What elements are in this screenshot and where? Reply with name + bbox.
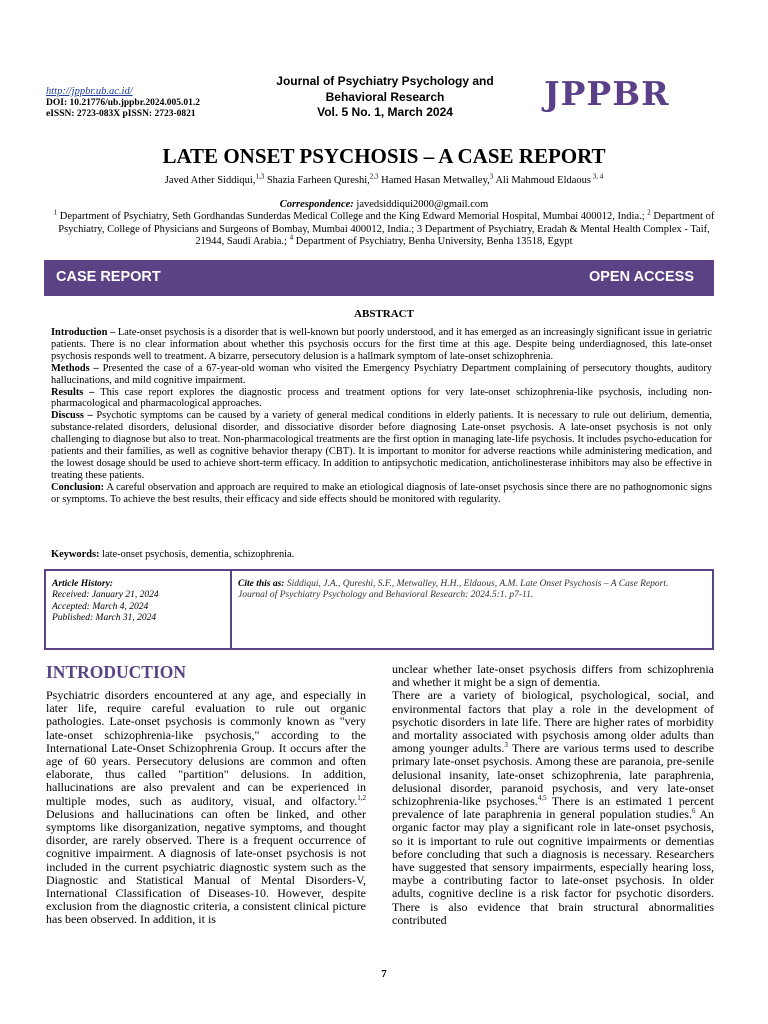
keywords	[51, 549, 294, 560]
intro-label: Introduction –	[51, 327, 116, 338]
correspondence	[0, 199, 768, 210]
citation	[238, 579, 698, 602]
discuss-label: Discuss –	[51, 410, 93, 422]
authors	[0, 172, 768, 186]
author-3: Hamed Hasan Metwalley,	[378, 175, 490, 186]
author-3-affil: 3	[489, 172, 494, 181]
intro-p1-text-b: Delusions and hallucinations can often be linked, and other symptoms like disorganization, negative symptoms, and thought disorder, are rarely observed. There is a frequent occurrence of cognitive impairment. A diagnosis of late-onset psychosis is not included in the current psychiatric diagnostic system such as the Diagnostic and Statistical Manual of Mental Disorders-V, International Classification of Diseases-10. However, despite exclusion from the diagnostic criteria, a consistent clinical picture has been observed. In addition, it is	[46, 806, 366, 927]
abstract-conclusion	[51, 482, 712, 506]
author-4: Ali Mahmoud Eldaous	[493, 175, 591, 186]
methods-text: Presented the case of a 67-year-old woman who visited the Emergency Psychiatry Department complaining of persecutory thoughts, auditory hallucinations, and mild cognitive impairment.	[51, 362, 712, 386]
author-1: Javed Ather Siddiqui,	[164, 175, 256, 186]
journal-volume: Vol. 5 No. 1, March 2024	[317, 105, 453, 119]
body-column-left	[46, 689, 366, 927]
results-label: Results –	[51, 386, 95, 398]
intro-paragraph-2	[392, 689, 714, 927]
intro-paragraph-1-cont: unclear whether late-onset psychosis differs from schizophrenia and whether it might be a sign of dementia.	[392, 662, 714, 690]
correspondence-email[interactable]: javedsiddiqui2000@gmail.com	[353, 199, 489, 210]
article-history-box	[44, 569, 714, 650]
published-date: Published: March 31, 2024	[52, 612, 157, 623]
affil-4: Department of Psychiatry, Benha University, Benha 13518, Egypt	[293, 236, 573, 247]
journal-url-link[interactable]: http://jppbr.ub.ac.id/	[46, 86, 133, 97]
doi: DOI: 10.21776/ub.jppbr.2024.005.01.2	[46, 98, 201, 108]
conclusion-label: Conclusion:	[51, 481, 105, 493]
affil-2-sup: 2	[647, 208, 651, 217]
accepted-date: Accepted: March 4, 2024	[52, 601, 149, 612]
ref-sup: 1,2	[357, 793, 366, 802]
ref-sup: 4,5	[537, 794, 547, 803]
article-type-banner	[44, 260, 714, 296]
abstract-introduction	[51, 327, 712, 363]
correspondence-label: Correspondence:	[279, 199, 354, 210]
methods-label: Methods –	[51, 362, 99, 374]
affil-1-sup: 1	[53, 208, 58, 217]
journal-meta	[46, 86, 200, 120]
article-title: LATE ONSET PSYCHOSIS – A CASE REPORT	[162, 144, 606, 168]
intro-text: Late-onset psychosis is a disorder that is well-known but poorly understood, and it has emerged as an increasingly significant issue in geriatric patients. There is no clear information about whether this psychosis occurs for the first time at this age. Despite being underdiagnosed, this late-onset psychosis responds well to treatment. A bizarre, persecutory delusion is a hallmark symptom of late-onset schizophrenia.	[51, 327, 712, 362]
keywords-label: Keywords:	[51, 549, 100, 560]
ref-sup: 6	[691, 807, 696, 816]
abstract-discuss	[51, 410, 712, 481]
case-report-label: CASE REPORT	[56, 269, 161, 285]
intro-p2-text-c: There is an estimated 1 percent prevalence of late paraphrenia in general population studies.	[392, 794, 715, 822]
cite-label: Cite this as:	[238, 579, 285, 589]
affiliations	[46, 208, 722, 249]
affil-1: Department of Psychiatry, Seth Gordhandas Sunderdas Medical College and the King Edward Memorial Hospital, Mumbai 400012, India.;	[57, 211, 648, 222]
issn: eISSN: 2723-083X pISSN: 2723-0821	[46, 109, 196, 119]
ref-sup: 3	[504, 741, 508, 750]
history-divider	[230, 571, 232, 648]
author-2-affil: 2,3	[369, 172, 379, 181]
cite-text: Siddiqui, J.A., Qureshi, S.F., Metwalley, H.H., Eldaous, A.M. Late Onset Psychosis – A Case Report. Journal of Psychiatry Psychology and Behavioral Research: 2024.5:1. p7-11.	[238, 579, 669, 601]
affil-2-3: Department of Psychiatry, College of Physicians and Surgeons of Bombay, Mumbai 400012, India.; 3 Department of Psychiatry, Eradah & Mental Health Complex - Taif, 21944, Saudi Arabia.;	[58, 211, 715, 247]
journal-logo: JPPBR	[544, 74, 670, 113]
author-2: Shazia Farheen Qureshi,	[264, 175, 370, 186]
intro-p1-text-a: Psychiatric disorders encountered at any age, and especially in later life, require careful evaluation to rule out organic pathologies. Late-onset psychosis is commonly known as "very late-onset schizophrenia-like psychosis," according to the International Late-Onset Schizophrenia Group. It occurs after the age of 60 years. Persecutory delusions are common and often elaborate, thus called "partition" delusions. In addition, hallucinations are also prevalent and can be experienced in multiple modes, such as auditory, visual, and olfactory.	[46, 688, 366, 808]
conclusion-text: A careful observation and approach are required to make an etiological diagnosis of late-onset psychosis since there are no pathognomonic signs or symptoms. To achieve the best results, their efficacy and side effects should be monitored with regularity.	[51, 481, 712, 505]
body-column-right	[392, 663, 714, 927]
intro-p2-text-a: There are a variety of biological, psychological, social, and environmental factors that play a role in the development of psychotic disorders in late life. There are higher rates of morbidity and mortality associated with psychosis among older adults than among younger adults.	[392, 688, 714, 756]
discuss-text: Psychotic symptoms can be caused by a variety of general medical conditions in elderly patients. It is necessary to rule out delirium, dementia, substance-related disorders, delusional disorder, and dissociative disorder before diagnosing Late-onset psychosis. A late-onset psychosis is not only challenging to diagnose but also to treat. Non-pharmacological treatments are the first option in managing late-life psychosis. It includes psycho-education for patients and their families, as well as cognitive behavior therapy (CBT). It is important to monitor for adverse reactions while administering medication, and the lowest dosage should be used to achieve short-term efficacy. In addition to antipsychotic medication, anticholinesterase inhibitors may also be effective in treating these patients.	[51, 410, 712, 481]
introduction-heading: INTRODUCTION	[46, 662, 187, 682]
abstract-methods	[51, 363, 712, 387]
keywords-text: late-onset psychosis, dementia, schizophrenia.	[99, 549, 295, 560]
abstract	[51, 327, 712, 506]
journal-title-line1: Journal of Psychiatry Psychology and	[276, 74, 494, 88]
article-history	[52, 579, 159, 624]
affil-4-sup: 4	[289, 233, 294, 242]
received-date: Received: January 21, 2024	[52, 590, 159, 601]
page-number: 7	[381, 968, 387, 980]
abstract-heading: ABSTRACT	[354, 308, 414, 320]
journal-title-line2: Behavioral Research	[325, 89, 445, 104]
author-1-affil: 1,3	[255, 172, 265, 181]
intro-p2-text-d: An organic factor may play a significant role in late-onset psychosis, so it is important to rule out cognitive impairments or dementias before concluding that such a diagnosis is necessary. Researchers have suggested that sensory impairments, especially hearing loss, maybe a contributing factor to late-onset psychosis. In older adults, cognitive decline is a risk factor for psychotic disorders. There is also evidence that brain structural abnormalities contributed	[392, 807, 714, 927]
abstract-results	[51, 387, 712, 411]
intro-p2-text-b: There are various terms used to describe primary late-onset psychosis. Among these are paranoia, pre-senile delusional insanity, late-onset schizophrenia, late paraphrenia, delusional disorder, paranoid psychosis, and very late-onset schizophrenia-like psychoses.	[392, 741, 714, 809]
open-access-label: OPEN ACCESS	[588, 269, 694, 285]
intro-paragraph-1	[46, 689, 366, 927]
journal-title	[240, 74, 530, 121]
results-text: This case report explores the diagnostic process and treatment options for very late-onset schizophrenia-like psychosis, including non-pharmacological and pharmacological approaches.	[51, 386, 713, 410]
history-label: Article History:	[52, 579, 113, 589]
author-4-affil: 3, 4	[591, 172, 604, 181]
